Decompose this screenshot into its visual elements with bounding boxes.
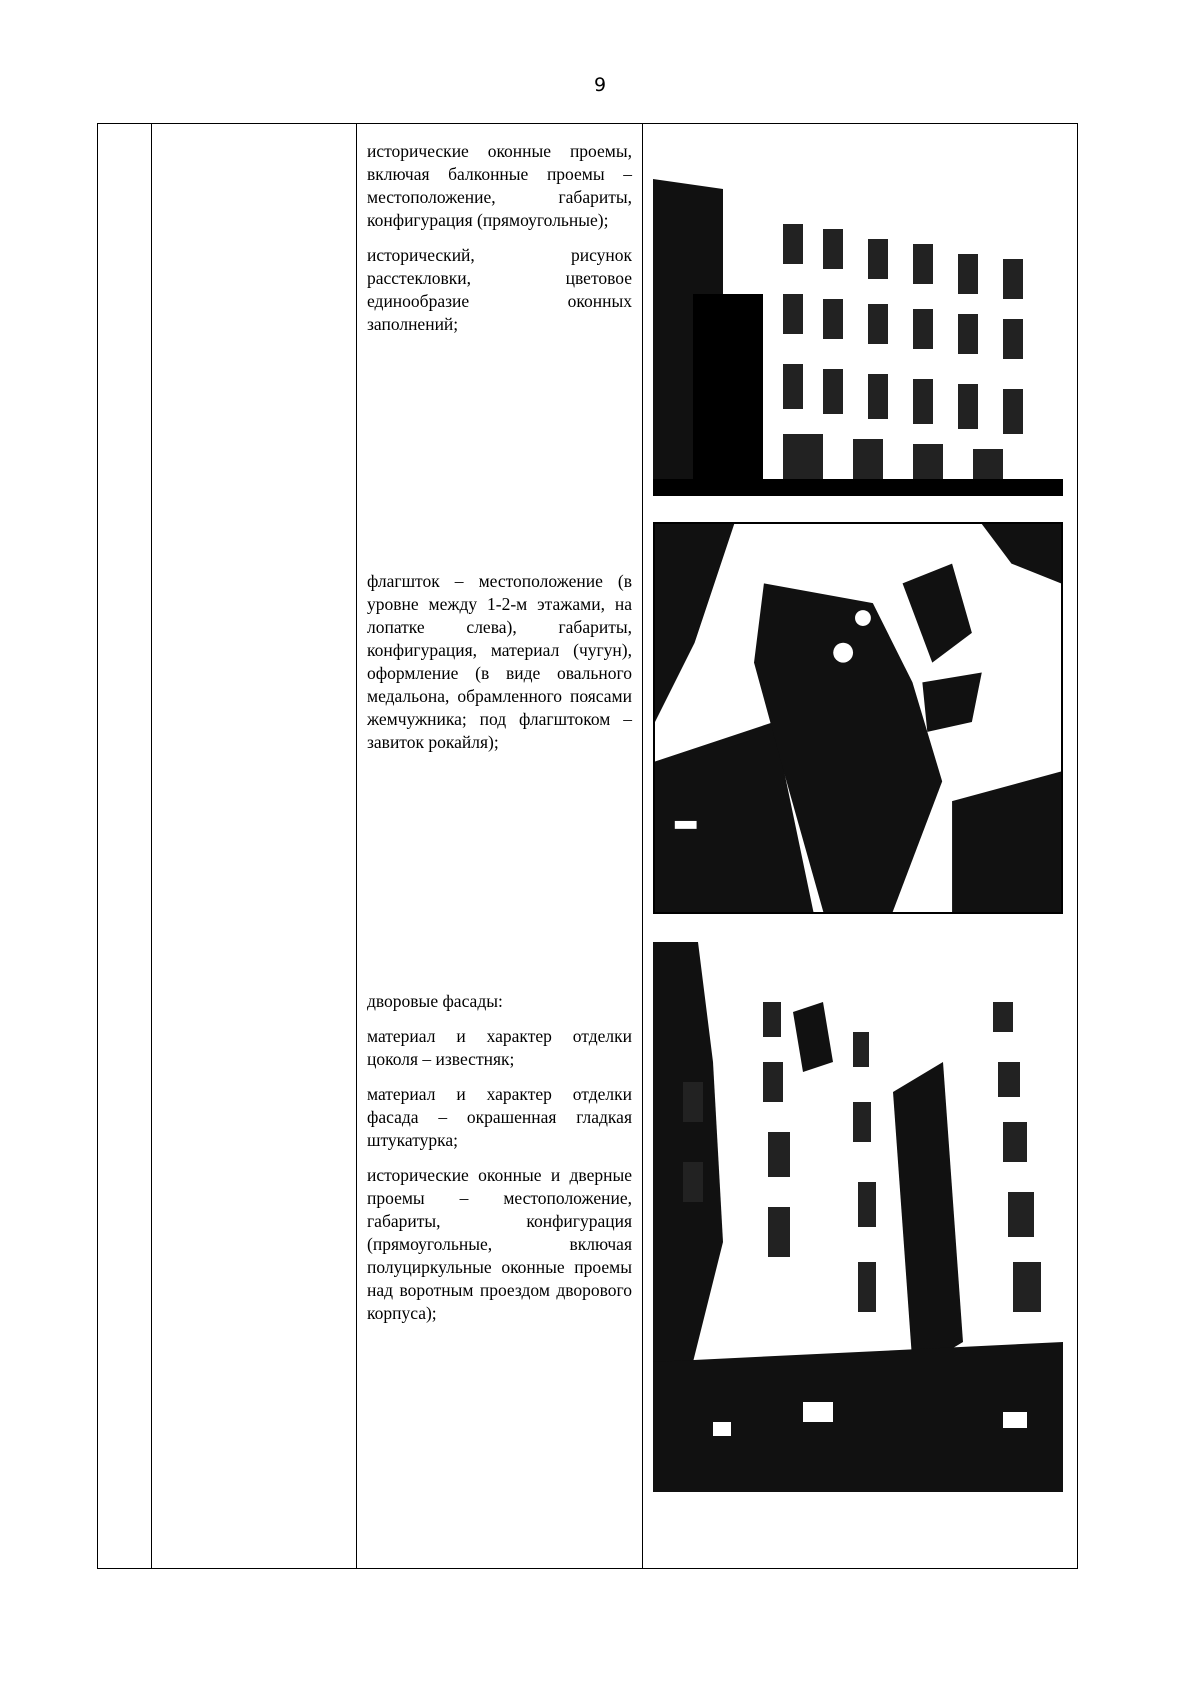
paragraph: дворовые фасады:	[367, 991, 503, 1011]
table-cell-name	[152, 124, 357, 1569]
table-cell-photos	[643, 124, 1078, 1569]
text-block-windows	[367, 140, 632, 348]
paragraph: исторический, рисунок расстекловки, цветовое единообразие оконных заполнений;	[367, 245, 632, 334]
courtyard-photo	[653, 942, 1063, 1492]
paragraph: материал и характер отделки цоколя – известняк;	[367, 1026, 632, 1069]
document-table	[97, 123, 1078, 1569]
table-cell-number	[98, 124, 152, 1569]
text-block-courtyard	[367, 990, 632, 1337]
text-block-flagpole	[367, 570, 632, 766]
flagpole-photo	[653, 522, 1063, 914]
paragraph: материал и характер отделки фасада – окрашенная гладкая штукатурка;	[367, 1084, 632, 1150]
paragraph: исторические оконные и дверные проемы – местоположение, габариты, конфигурация (прямоугольные, включая полуциркульные оконные проемы над воротным проездом дворового корпуса);	[367, 1165, 632, 1323]
paragraph: исторические оконные проемы, включая балконные проемы – местоположение, габариты, конфигурация (прямоугольные);	[367, 141, 632, 230]
page-number: 9	[593, 74, 607, 96]
building-facade-photo	[653, 144, 1063, 496]
table-cell-description	[357, 124, 643, 1569]
paragraph: флагшток – местоположение (в уровне между 1-2-м этажами, на лопатке слева), габариты, конфигурация, материал (чугун), оформление (в виде овального медальона, обрамленного поясами жемчужника; под флагштоком – завиток рокайля);	[367, 571, 632, 752]
